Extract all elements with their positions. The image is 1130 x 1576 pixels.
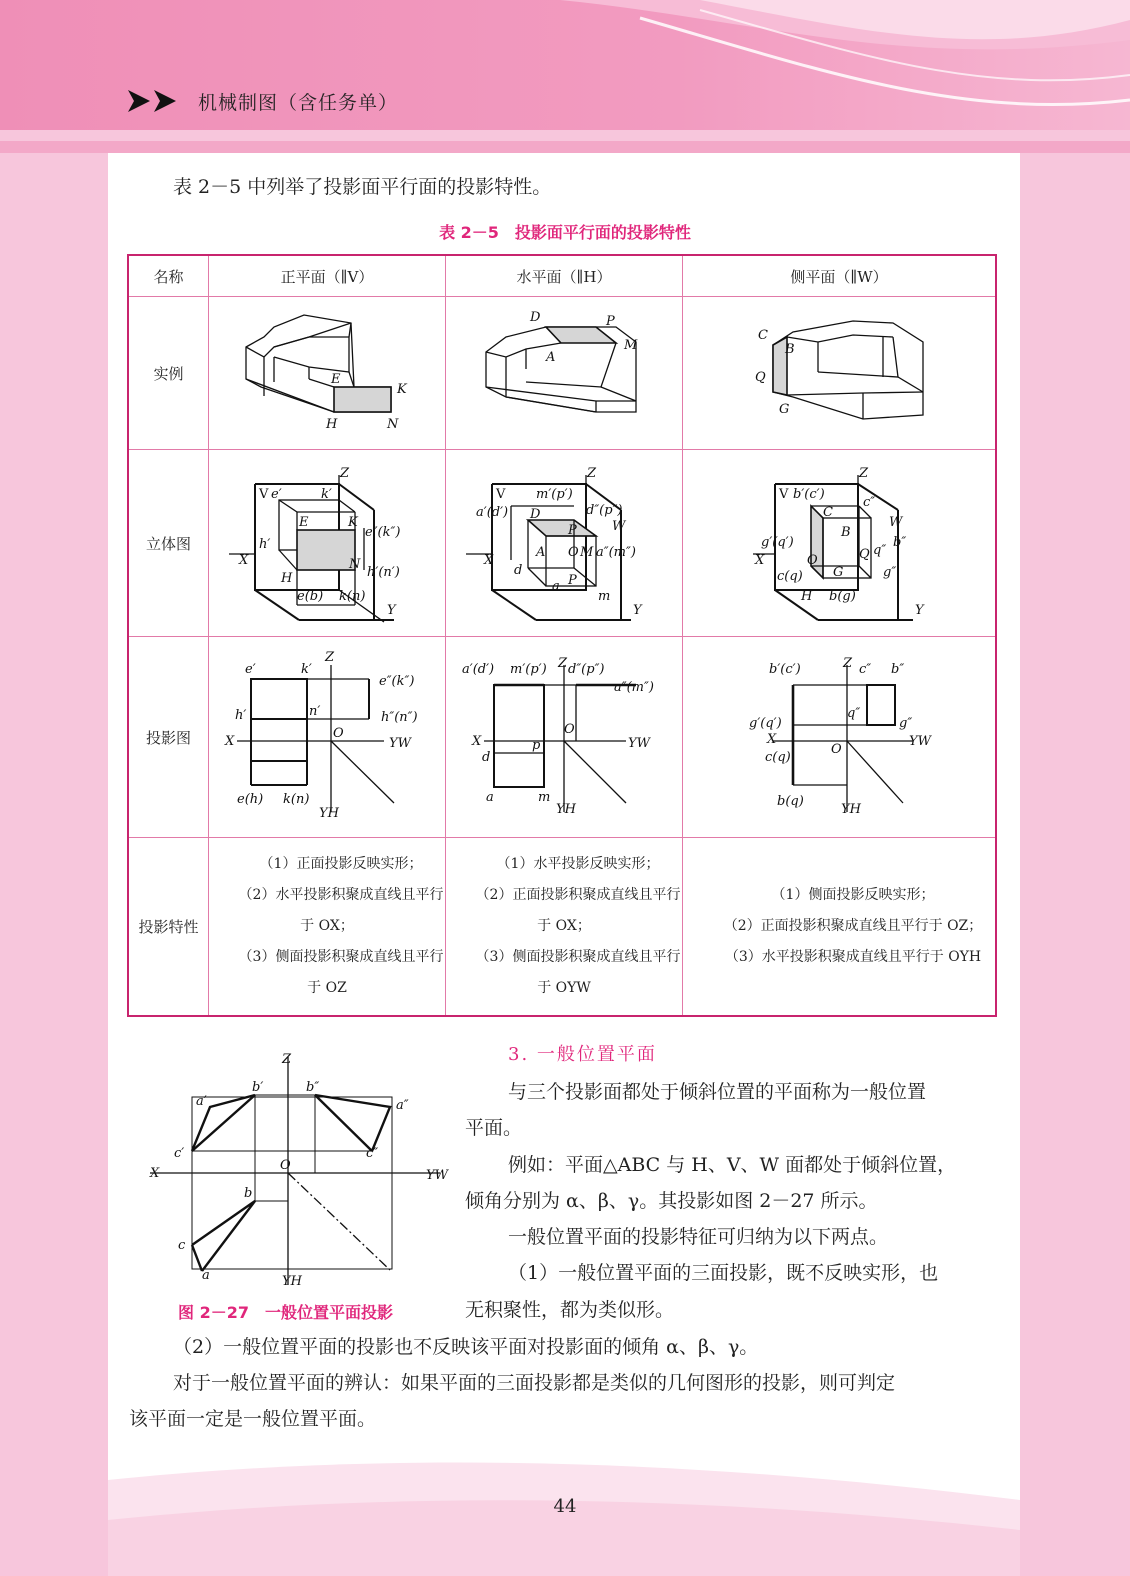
figure-label: C xyxy=(823,505,833,520)
figure-label: W xyxy=(612,519,626,534)
figure-label: YH xyxy=(319,806,339,821)
figure-label: Z xyxy=(859,466,869,481)
figure-label: V xyxy=(259,487,269,502)
property-line: （1）侧面投影反映实形； xyxy=(771,886,935,903)
figure-label: e″(k″) xyxy=(379,674,415,689)
paragraph-line: （1）一般位置平面的三面投影，既不反映实形，也 xyxy=(508,1262,939,1284)
projection-cell xyxy=(683,637,997,838)
property-line: （2）正面投影积聚成直线且平行于 OX； xyxy=(475,886,681,934)
figure-label: b xyxy=(244,1186,253,1201)
column-header: 侧平面（∥W） xyxy=(683,255,997,297)
properties-cell xyxy=(209,838,446,1016)
column-header: 正平面（∥V） xyxy=(209,255,446,297)
figure-label: X xyxy=(225,734,235,749)
figure-label: G xyxy=(779,402,790,417)
figure-label: b″ xyxy=(306,1080,320,1095)
figure-label: Q xyxy=(755,370,766,385)
figure-label: YW xyxy=(909,734,931,749)
property-line: （2）正面投影积聚成直线且平行于 OZ； xyxy=(723,917,983,934)
figure-label: d xyxy=(482,750,491,765)
frontal-plane-isometric-figure xyxy=(209,450,445,632)
figure-caption: 图 2－27 一般位置平面投影 xyxy=(178,1303,393,1322)
property-line: （3）侧面投影积聚成直线且平行于 OYW xyxy=(475,948,681,996)
figure-label: h′ xyxy=(235,708,247,723)
figure-label: E xyxy=(299,515,309,530)
figure-label: b(g) xyxy=(829,589,856,604)
figure-label: b′ xyxy=(252,1080,264,1095)
figure-label: e(h) xyxy=(237,792,264,807)
profile-plane-projection-figure xyxy=(683,637,995,833)
horizontal-plane-isometric-figure xyxy=(446,450,682,632)
properties-cell xyxy=(446,838,683,1016)
figure-label: m xyxy=(598,589,611,604)
figure-label: YH xyxy=(556,802,576,817)
figure-label: k(n) xyxy=(339,589,366,604)
figure-label: G xyxy=(833,565,844,580)
example-cell xyxy=(209,297,446,450)
figure-label: c xyxy=(178,1238,186,1253)
figure-label: k′ xyxy=(321,487,332,502)
figure-label: a″(m″) xyxy=(614,680,654,695)
figure-label: N xyxy=(387,417,399,432)
figure-label: YW xyxy=(628,736,650,751)
figure-label: k′ xyxy=(301,662,312,677)
property-line: （3）侧面投影积聚成直线且平行于 OZ xyxy=(238,948,444,996)
figure-label: A xyxy=(546,350,556,365)
horizontal-plane-projection-figure xyxy=(446,637,682,833)
figure-label: b(q) xyxy=(777,794,804,809)
properties-cell xyxy=(683,838,997,1016)
figure-label: Z xyxy=(325,650,335,665)
figure-label: O xyxy=(564,722,575,737)
figure-label: P xyxy=(568,573,577,588)
row-label: 投影特性 xyxy=(128,838,209,1016)
figure-label: V xyxy=(496,487,506,502)
figure-label: Q xyxy=(859,547,870,562)
figure-label: X xyxy=(239,553,249,568)
isometric-cell xyxy=(209,450,446,637)
figure-label: d″(p″) xyxy=(568,662,605,677)
figure-label: P xyxy=(606,314,615,329)
figure-label: m′(p′) xyxy=(536,487,573,502)
figure-label: g′(q′) xyxy=(761,535,794,550)
figure-label: q″ xyxy=(847,706,861,721)
isometric-cell xyxy=(446,450,683,637)
paragraph-line: 与三个投影面都处于倾斜位置的平面称为一般位置 xyxy=(508,1081,927,1103)
column-header: 水平面（∥H） xyxy=(446,255,683,297)
figure-label: g″ xyxy=(883,565,897,580)
figure-label: a′(d′) xyxy=(476,505,509,520)
figure-label: a xyxy=(202,1268,210,1283)
figure-label: Y xyxy=(387,603,396,618)
figure-label: M xyxy=(624,338,638,353)
figure-label: h′ xyxy=(259,537,271,552)
figure-label: O xyxy=(831,742,842,757)
table-row xyxy=(128,450,996,637)
figure-label: n′ xyxy=(309,704,321,719)
paragraph-line: 例如：平面△ABC 与 H、V、W 面都处于倾斜位置， xyxy=(508,1154,957,1176)
figure-label: Y xyxy=(633,603,642,618)
figure-label: c″ xyxy=(859,662,872,677)
figure-label: D xyxy=(530,310,541,325)
figure-label: H xyxy=(281,571,293,586)
double-arrow-icon xyxy=(128,86,188,116)
intro-paragraph: 表 2－5 中列举了投影面平行面的投影特性。 xyxy=(173,176,552,198)
figure-label: V xyxy=(779,487,789,502)
figure-label: c(q) xyxy=(777,569,803,584)
figure-label: W xyxy=(889,515,903,530)
header-strip xyxy=(0,141,1130,153)
figure-label: B xyxy=(841,525,851,540)
figure-label: e′ xyxy=(245,662,256,677)
table-row xyxy=(128,637,996,838)
frontal-plane-example-figure xyxy=(209,297,445,445)
property-line: （1）水平投影反映实形； xyxy=(496,855,660,872)
figure-label: X xyxy=(472,734,482,749)
row-label: 立体图 xyxy=(128,450,209,637)
figure-label: h′(n′) xyxy=(367,565,400,580)
table-row xyxy=(128,297,996,450)
page-header xyxy=(0,0,1130,130)
figure-label: c(q) xyxy=(765,750,791,765)
property-line: （2）水平投影积聚成直线且平行于 OX； xyxy=(238,886,444,934)
paragraph-line: 该平面一定是一般位置平面。 xyxy=(129,1408,377,1430)
page-number: 44 xyxy=(553,1496,577,1517)
figure-label: Z xyxy=(843,656,853,671)
projection-properties-table xyxy=(127,254,997,1017)
figure-label: e″(k″) xyxy=(365,525,401,540)
figure-label: e′ xyxy=(271,487,282,502)
figure-label: a′(d′) xyxy=(462,662,495,677)
figure-label: c″ xyxy=(366,1146,379,1161)
figure-label: a″ xyxy=(396,1098,409,1113)
figure-label: O xyxy=(807,553,818,568)
figure-label: O xyxy=(568,545,579,560)
figure-label: P xyxy=(568,523,577,538)
property-line: （1）正面投影反映实形； xyxy=(259,855,423,872)
figure-label: M xyxy=(580,545,594,560)
figure-label: Z xyxy=(587,466,597,481)
figure-label: a xyxy=(486,790,494,805)
figure-label: k(n) xyxy=(283,792,310,807)
figure-label: b″ xyxy=(891,662,905,677)
horizontal-plane-example-figure xyxy=(446,297,682,445)
figure-label: p xyxy=(532,738,541,753)
paragraph-line: 平面。 xyxy=(465,1117,523,1139)
figure-label: K xyxy=(348,515,358,530)
figure-label: a″(m″) xyxy=(596,545,636,560)
figure-label: O xyxy=(333,726,344,741)
figure-label: a′ xyxy=(196,1094,207,1109)
projection-cell xyxy=(209,637,446,838)
figure-label: c′ xyxy=(174,1146,185,1161)
figure-label: X xyxy=(150,1166,160,1181)
example-cell xyxy=(446,297,683,450)
figure-label: c″ xyxy=(863,495,876,510)
book-title: 机械制图（含任务单） xyxy=(198,92,399,114)
figure-label: g′(q′) xyxy=(749,716,782,731)
paragraph-line: （2）一般位置平面的投影也不反映该平面对投影面的倾角 α、β、γ。 xyxy=(173,1336,759,1358)
figure-label: A xyxy=(536,545,546,560)
figure-label: X xyxy=(755,553,765,568)
paragraph-line: 一般位置平面的投影特征可归纳为以下两点。 xyxy=(508,1226,889,1248)
column-header: 名称 xyxy=(128,255,209,297)
figure-label: O xyxy=(280,1158,291,1173)
figure-label: m xyxy=(538,790,551,805)
figure-label: b″ xyxy=(893,535,907,550)
paragraph-line: 倾角分别为 α、β、γ。其投影如图 2－27 所示。 xyxy=(465,1190,878,1212)
figure-label: Y xyxy=(915,603,924,618)
figure-label: H xyxy=(801,589,813,604)
figure-label: YW xyxy=(426,1168,448,1183)
example-cell xyxy=(683,297,997,450)
figure-label: X xyxy=(767,732,777,747)
table-header-row xyxy=(128,255,996,297)
figure-label: d″(p″) xyxy=(586,503,623,518)
property-line: （3）水平投影积聚成直线且平行于 OYH xyxy=(724,948,982,965)
figure-label: YW xyxy=(389,736,411,751)
figure-label: m′(p′) xyxy=(510,662,547,677)
figure-label: h″(n″) xyxy=(381,710,418,725)
projection-cell xyxy=(446,637,683,838)
general-plane-projection-figure xyxy=(140,1045,460,1295)
figure-label: b′(c′) xyxy=(793,487,825,502)
figure-label: H xyxy=(326,417,338,432)
figure-label: X xyxy=(484,553,494,568)
isometric-cell xyxy=(683,450,997,637)
figure-label: q″ xyxy=(873,543,887,558)
figure-label: B xyxy=(785,342,795,357)
figure-label: Z xyxy=(340,466,350,481)
figure-label: YH xyxy=(841,802,861,817)
figure-label: b′(c′) xyxy=(769,662,801,677)
profile-plane-isometric-figure xyxy=(683,450,995,632)
figure-label: e(b) xyxy=(297,589,324,604)
table-caption: 表 2－5 投影面平行面的投影特性 xyxy=(439,223,691,242)
profile-plane-example-figure xyxy=(683,297,995,445)
figure-label: Z xyxy=(282,1052,292,1067)
figure-label: E xyxy=(331,372,341,387)
figure-label: Z xyxy=(558,656,568,671)
figure-label: g″ xyxy=(899,716,913,731)
figure-label: d xyxy=(514,563,523,578)
frontal-plane-projection-figure xyxy=(209,637,445,833)
row-label: 实例 xyxy=(128,297,209,450)
paragraph-line: 对于一般位置平面的辨认：如果平面的三面投影都是类似的几何图形的投影，则可判定 xyxy=(173,1372,896,1394)
figure-label: D xyxy=(530,507,541,522)
figure-label: C xyxy=(758,328,768,343)
figure-label: N xyxy=(349,557,361,572)
figure-label: YH xyxy=(282,1274,302,1289)
table-row xyxy=(128,838,996,1016)
section-heading: 3. 一般位置平面 xyxy=(508,1044,657,1065)
row-label: 投影图 xyxy=(128,637,209,838)
paragraph-line: 无积聚性，都为类似形。 xyxy=(465,1299,675,1321)
figure-label: K xyxy=(397,382,407,397)
figure-label: a xyxy=(552,579,560,594)
